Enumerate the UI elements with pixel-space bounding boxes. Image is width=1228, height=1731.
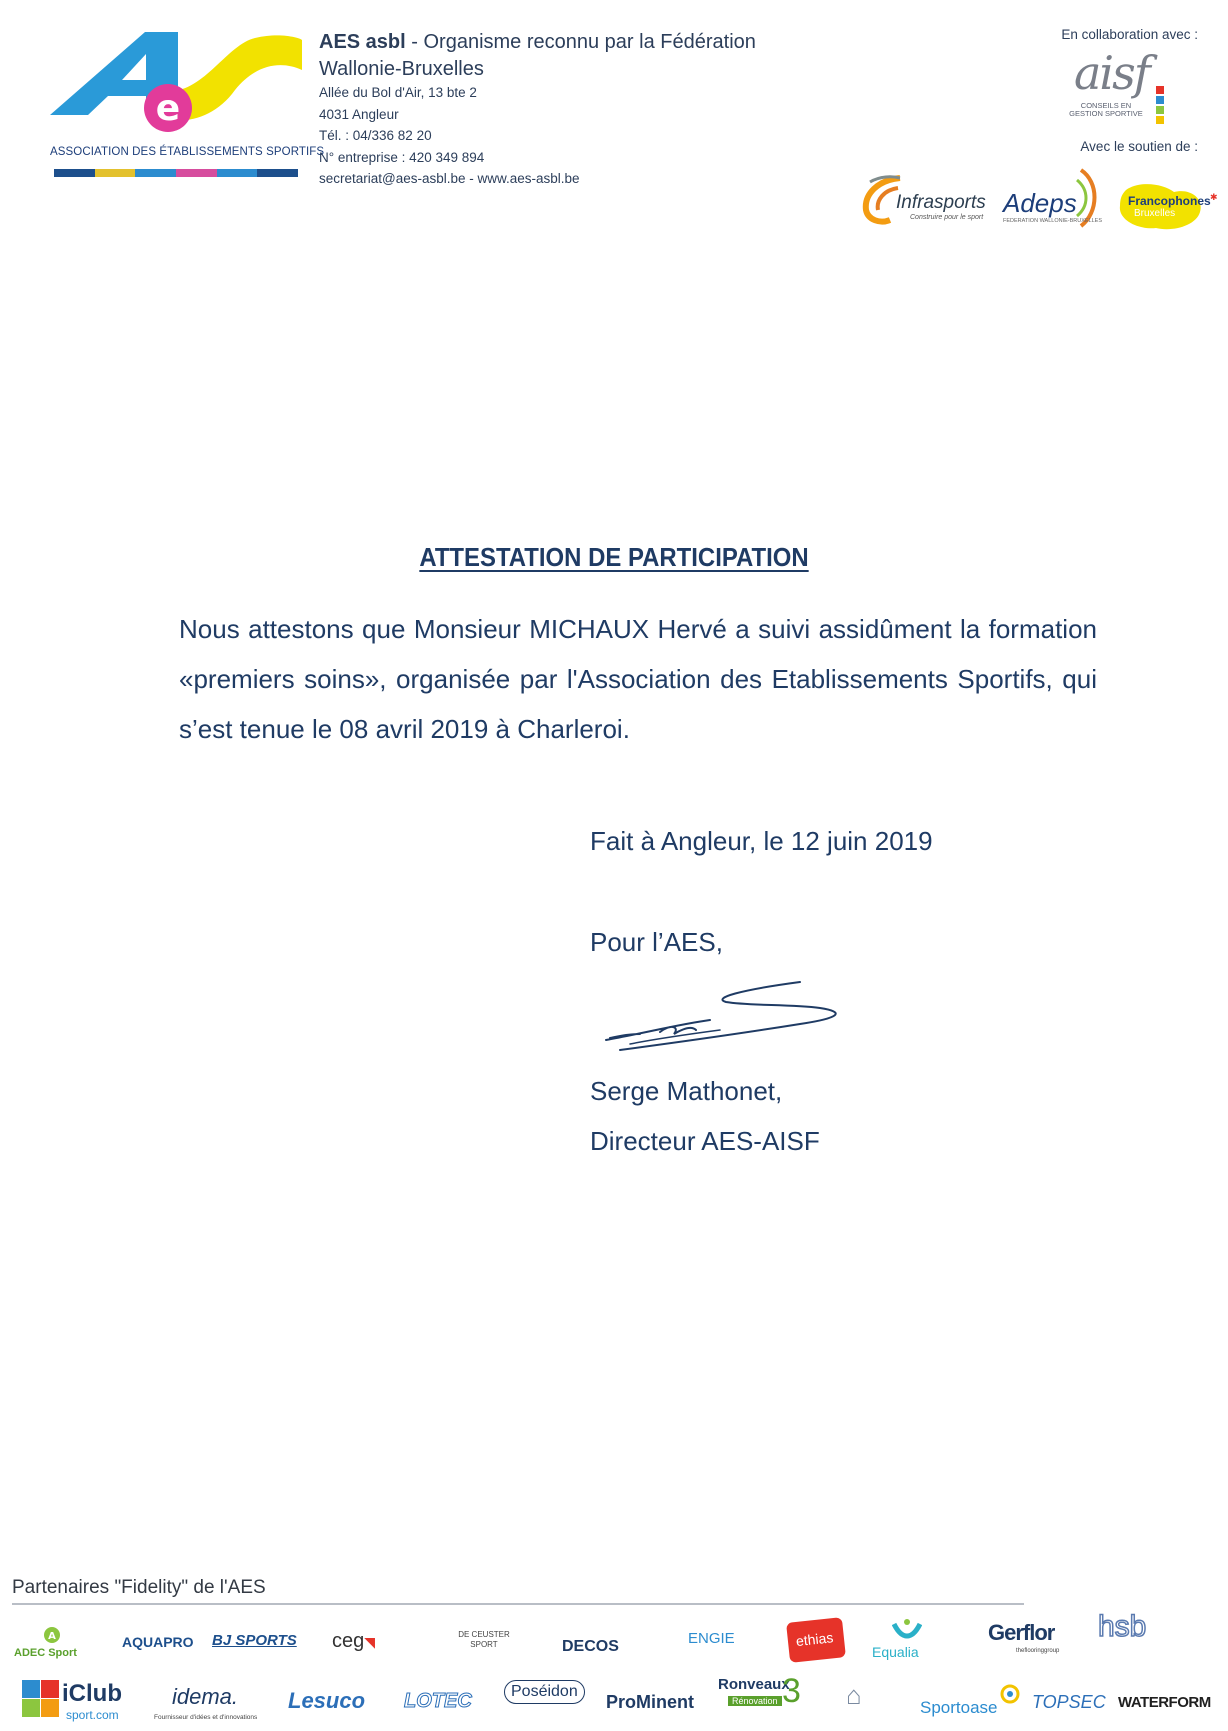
for-label: Pour l’AES, xyxy=(590,927,723,957)
attestation-body: Nous attestons que Monsieur MICHAUX Hervé a suivi assidûment la formation «premiers soins», organisée par l'Association des Etablissements Sportifs, qui s’est tenue le 08 avril 2019 à Charleroi. xyxy=(179,614,1097,744)
ronveaux-sub: Rénovation xyxy=(728,1696,782,1706)
org-address-2: 4031 Angleur xyxy=(319,106,399,122)
aisf-sub-2: GESTION SPORTIVE xyxy=(1069,109,1143,118)
infrasports-name: Infrasports xyxy=(896,192,986,213)
partner-waterform-logo: WATERFORM xyxy=(1118,1694,1211,1711)
ceg-accent-icon: ◥ xyxy=(364,1634,376,1650)
partner-engie-logo: ENGIE xyxy=(688,1630,735,1647)
ronveaux-name: Ronveaux xyxy=(718,1676,790,1693)
francophones-logo xyxy=(1112,180,1222,234)
partner-aquapro-logo: AQUAPRO xyxy=(122,1634,194,1650)
iclub-sub: sport.com xyxy=(66,1708,119,1722)
partner-iclub-logo xyxy=(22,1680,122,1724)
partner-de-ceuster-logo: DE CEUSTER SPORT xyxy=(458,1630,510,1649)
org-tagline-2: Wallonie-Bruxelles xyxy=(319,58,484,80)
partner-ceg-logo xyxy=(332,1630,375,1653)
support-label: Avec le soutien de : xyxy=(1080,139,1198,154)
aisf-logo xyxy=(1062,46,1172,127)
sportoase-sun-icon xyxy=(1000,1684,1020,1704)
partner-equalia-logo xyxy=(872,1618,942,1662)
org-tagline: - Organisme reconnu par la Fédération xyxy=(405,31,756,53)
svg-text:e: e xyxy=(155,88,181,129)
partner-idema-logo xyxy=(154,1684,264,1728)
aisf-color-bars xyxy=(1154,86,1170,126)
adec-icon xyxy=(40,1625,64,1645)
aes-logo-caption: ASSOCIATION DES ÉTABLISSEMENTS SPORTIFS xyxy=(50,146,325,158)
partner-prominent-logo: ProMinent xyxy=(606,1692,694,1712)
infrasports-sub: Construire pour le sport xyxy=(910,214,984,221)
partner-lotec-logo: LOTEC xyxy=(404,1690,472,1712)
sportoase-name: Sportoase xyxy=(920,1698,998,1717)
gerflor-sub: theflooringgroup xyxy=(1016,1648,1060,1654)
org-address-1: Allée du Bol d'Air, 13 bte 2 xyxy=(319,85,477,100)
iclub-puzzle-icon xyxy=(22,1680,60,1718)
adeps-name: Adeps xyxy=(1003,188,1077,218)
idema-name: idema. xyxy=(172,1684,239,1709)
infrasports-logo xyxy=(860,168,990,230)
aes-logo-stripes xyxy=(54,169,298,177)
francophones-star-icon: ✱ xyxy=(1210,192,1218,202)
partner-sportoase-logo xyxy=(920,1684,1020,1724)
ronveaux-figure-icon: 3 xyxy=(782,1672,801,1710)
iclub-name: iClub xyxy=(62,1680,122,1707)
org-name-line xyxy=(319,28,799,56)
org-phone: Tél. : 04/336 82 20 xyxy=(319,128,432,143)
organization-info xyxy=(319,28,799,190)
francophones-sub: Bruxelles xyxy=(1134,208,1176,219)
collaboration-label: En collaboration avec : xyxy=(1061,27,1198,42)
aes-logo-mark xyxy=(50,30,302,145)
aes-logo xyxy=(50,30,325,180)
francophones-name: Francophones xyxy=(1128,194,1211,208)
org-name: AES asbl xyxy=(319,31,406,53)
partner-house-icon: ⌂ xyxy=(846,1680,862,1710)
aisf-sub-1: CONSEILS EN xyxy=(1080,101,1132,110)
partner-poseidon-logo: Poséidon xyxy=(504,1680,585,1704)
partner-decos-logo: DECOS xyxy=(562,1638,619,1655)
place-date: Fait à Angleur, le 12 juin 2019 xyxy=(590,826,933,856)
partner-ethias-logo xyxy=(786,1617,846,1663)
equalia-icon xyxy=(892,1618,922,1642)
org-company-number: N° entreprise : 420 349 894 xyxy=(319,149,485,165)
signatory-role: Directeur AES-AISF xyxy=(590,1126,820,1156)
document-title: ATTESTATION DE PARTICIPATION xyxy=(419,542,809,572)
adeps-sub: FEDERATION WALLONIE-BRUXELLES xyxy=(1003,218,1103,224)
ethias-name: ethias xyxy=(795,1629,834,1650)
partner-topsec-logo: TOPSEC xyxy=(1032,1692,1106,1712)
partner-bj-sports-logo: BJ SPORTS xyxy=(212,1632,297,1649)
signatory-name: Serge Mathonet, xyxy=(590,1076,783,1106)
aisf-logo-sub xyxy=(1066,102,1146,118)
adeps-logo xyxy=(1003,166,1103,230)
partners-title: Partenaires "Fidelity" de l'AES xyxy=(12,1577,266,1598)
partners-divider xyxy=(12,1603,1024,1605)
adec-name: ADEC Sport xyxy=(14,1647,77,1659)
partner-ronveaux-logo xyxy=(718,1672,808,1724)
partner-gerflor-logo xyxy=(988,1620,1068,1660)
partner-adec-sport-logo xyxy=(14,1625,90,1665)
aisf-logo-word: aisf xyxy=(1074,46,1149,100)
partner-lesuco-logo: Lesuco xyxy=(288,1688,366,1713)
svg-text:A: A xyxy=(48,1631,56,1642)
gerflor-name: Gerflor xyxy=(988,1620,1055,1645)
partner-hsb-logo: hsb xyxy=(1098,1610,1147,1643)
ceg-name: ceg xyxy=(332,1630,365,1652)
org-contact: secretariat@aes-asbl.be - www.aes-asbl.be xyxy=(319,171,580,186)
signature-image xyxy=(600,972,850,1062)
idema-sub: Fournisseur d'idées et d'innovations xyxy=(154,1714,258,1721)
equalia-name: Equalia xyxy=(872,1644,919,1660)
